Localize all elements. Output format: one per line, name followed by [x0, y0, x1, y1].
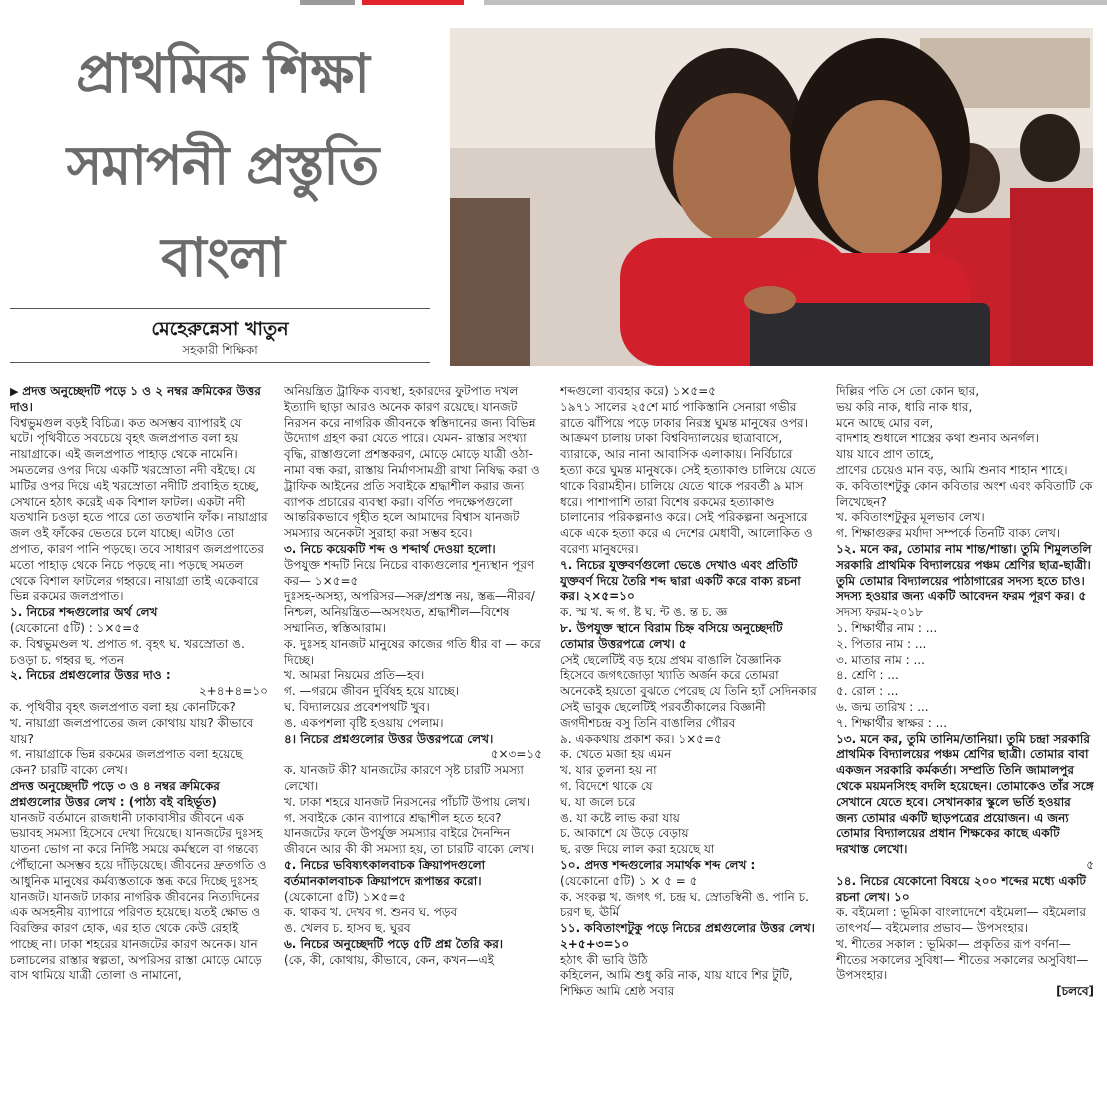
byline-rule-bottom	[10, 362, 430, 363]
q2-b: খ. নায়াগ্রা জলপ্রপাতের জল কোথায় যায়? কীভাবে যায়?	[10, 715, 254, 746]
q4-a: ক. যানজট কী? যানজটের কারণে সৃষ্ট চারটি সমস্যা লেখো।	[284, 763, 524, 793]
q7-conjuncts: ক. স্ম খ. ব্দ গ. ষ্ট ঘ. ন্ট ঙ. ন্ত চ. জ্ঞ	[560, 605, 728, 620]
q7-heading: ৭. নিচের যুক্তবর্ণগুলো ভেঙে দেখাও এবং প্রতিটি যুক্তবর্ণ দিয়ে তৈরি শব্দ দ্বারা একটি করে বাক্য রচনা কর। ২×৫=১০	[560, 557, 801, 604]
q13-marks: ৫	[1086, 857, 1094, 872]
q5-marks-line: (যেকোনো ৫টি) ১×৫=৫	[284, 889, 407, 904]
strip-segment-red	[362, 0, 464, 5]
passage-2-continued: অনিয়ন্ত্রিত ট্রাফিক ব্যবস্থা, হকারদের ফুটপাত দখল ইত্যাদি ছাড়া আরও অনেক কারণ রয়েছে। যানজট নিরসন করে নাগরিক জীবনকে স্বস্তিদানের জন্য বিভিন্ন উদ্যোগ গ্রহণ করা যেতে পারে। যেমন- রাস্তার সংখ্যা বৃদ্ধি, রাস্তাগুলো প্রশস্তকরণ, মোড়ে মোড়ে যাত্রী ওঠা-নামা বন্ধ করা, রাস্তায় নির্মাণসামগ্রী রাখা নিষিদ্ধ করা ও ট্রাফিক আইনের প্রতি সবাইকে শ্রদ্ধাশীল করার জন্য ব্যাপক প্রচারের ব্যবস্থা করা। বর্ণিত পদক্ষেপগুলো আন্তরিকভাবে গৃহীত হলে আমাদের বিশ্বাস যানজট সমস্যার অনেকটা সুরাহা করা সম্ভব হবে।	[284, 384, 540, 541]
passage-2-text: যানজট বর্তমানে রাজধানী ঢাকাবাসীর জীবনে এক ভয়াবহ সমস্যা হিসেবে দেখা দিয়েছে। যানজটের দুঃসহ যাতনা ভোগ না করে নির্দিষ্ট সময়ে কর্মস্থলে বা গন্তব্যে পৌঁছানো অসম্ভব হয়ে দাঁড়িয়েছে। জীবনের দ্রুতগতি ও আধুনিক মানুষের কর্মব্যস্ততাকে স্তব্ধ করে দিচ্ছে দুঃসহ যানজট। যানজট ঢাকার নাগরিক জীবনের নিত্যদিনের এক অসহনীয় ব্যাপারে পরিণত হয়েছে। যতই ক্ষোভ ও বিরক্তির কারণ হোক, এর হাত থেকে কেউ রেহাই পাচ্ছে না। ঢাকা শহরের যানজটের কারণ অনেক। যান চলাচলের রাস্তার স্বল্পতা, অপরিসর রাস্তা মোড়ে মোড়ে বাস থামিয়ে যাত্রী তোলা ও নামানো,	[10, 810, 267, 983]
poem-line-1: হঠাৎ কী ভাবি উঠি	[560, 952, 648, 967]
strip-segment-gray	[300, 0, 355, 5]
strip-segment-lightgray	[484, 0, 1107, 5]
q3-a: ক. দুঃসহ যানজট মানুষের কাজের গতি ধীর বা — করে দিচ্ছে।	[284, 636, 541, 667]
passage-2-instruction: প্রদত্ত অনুচ্ছেদটি পড়ে ৩ ও ৪ নম্বর ক্রমিকের প্রশ্নগুলোর উত্তর লেখ : (পাঠ্য বই বহির্ভূত)	[10, 778, 220, 809]
essay-topic-b: খ. শীতের সকাল : ভূমিকা— প্রকৃতির রূপ বর্ণনা— শীতের সকালের সুবিধা— শীতের সকালের অসুবিধা— উপসংহার।	[836, 936, 1089, 983]
q9-a: ক. খেতে মজা হয় এমন	[560, 747, 672, 762]
q10-heading: ১০. প্রদত্ত শব্দগুলোর সমার্থক শব্দ লেখ :	[560, 857, 756, 872]
author-name: মেহেরুন্নেসা খাতুন	[151, 318, 289, 340]
q2-a: ক. পৃথিবীর বৃহৎ জলপ্রপাত বলা হয় কোনটিকে?	[10, 699, 236, 714]
q12-heading: ১২. মনে কর, তোমার নাম শান্ত/শান্তা। তুমি শিমুলতলি সরকারি প্রাথমিক বিদ্যালয়ের পঞ্চম শ্রেণির ছাত্র-ছাত্রী। তুমি তোমার বিদ্যালয়ের পাঠাগারের সদস্য হতে চাও। সদস্য হওয়ার জন্য একটি আবেদন ফরম পূরণ কর। ৫	[836, 541, 1092, 604]
q5-heading: ৫. নিচের ভবিষ্যৎকালবাচক ক্রিয়াপদগুলো বর্তমানকালবাচক ক্রিয়াপদে রূপান্তর করো।	[284, 857, 486, 888]
q11-c: গ. শিক্ষাগুরুর মর্যাদা সম্পর্কে তিনটি বাক্য লেখ।	[836, 526, 1061, 541]
headline	[10, 28, 435, 304]
q6-heading: ৬. নিচের অনুচ্ছেদটি পড়ে ৫টি প্রশ্ন তৈরি কর।	[284, 936, 504, 951]
continued-label: [চলবে]	[1056, 984, 1094, 999]
author-designation: সহকারী শিক্ষিকা	[182, 343, 258, 357]
q10-marks-line: (যেকোনো ৫টি) ১ × ৫ = ৫	[560, 873, 698, 888]
q9-e: ঙ. যা কষ্টে লাভ করা যায়	[560, 810, 680, 825]
q10-words: ক. সংকল্প খ. জগৎ গ. চন্দ্র ঘ. স্রোতস্বিনী ঙ. পানি চ. চরণ ছ. ঊর্মি	[560, 889, 809, 920]
q4-b: খ. ঢাকা শহরে যানজট নিরসনের পাঁচটি উপায় লেখ।	[284, 794, 531, 809]
form-field-father-name: ২. পিতার নাম : ...	[836, 636, 927, 651]
students-with-tablet-photo	[450, 28, 1093, 366]
essay-topic-a: ক. বইমেলা : ভূমিকা বাংলাদেশে বইমেলা— বইমেলার তাৎপর্য— বইমেলার প্রভাব— উপসংহার।	[836, 905, 1086, 936]
poem-line-3: শিক্ষিত আমি শ্রেষ্ঠ সবার	[560, 984, 675, 999]
form-field-student-name: ১. শিক্ষার্থীর নাম : ...	[836, 620, 938, 635]
byline-rule-top	[10, 308, 430, 309]
q3-d: ঘ. বিদ্যালয়ের প্রবেশপথটি খুব।	[284, 699, 430, 714]
text-column-2	[284, 384, 542, 1106]
poem-line-4: দিল্লির পতি সে তো কোন ছার,	[836, 384, 980, 398]
q3-b: খ. আমরা নিয়মের প্রতি—হব।	[284, 668, 425, 683]
q11-heading: ১১. কবিতাংশটুকু পড়ে নিচের প্রশ্নগুলোর উত্তর লেখ। ২+৫+৩=১০	[560, 921, 815, 951]
membership-form-title: সদস্য ফরম-২০১৮	[836, 605, 923, 620]
q3-heading: ৩. নিচে কয়েকটি শব্দ ও শব্দার্থ দেওয়া হলো।	[284, 541, 496, 556]
q8-passage: সেই ছেলেটিই বড় হয়ে প্রথম বাঙালি বৈজ্ঞানিক হিসেবে জগৎজোড়া খ্যাতি অর্জন করে তোমরা অনেকেই হয়তো বুঝতে পেরেছ যে তিনি হ্যাঁ সেদিনকার সেই ভাবুক ছেলেটিই পরবর্তীকালের বিজ্ঞানী জগদীশচন্দ্র বসু তিনি বাঙালির গৌরব	[560, 652, 817, 730]
arrow-bullet-icon: ▶	[10, 385, 23, 398]
q11-a: ক. কবিতাংশটুকু কোন কবিতার অংশ এবং কবিতাটি কে লিখেছেন?	[836, 478, 1093, 509]
q14-heading: ১৪. নিচের যেকোনো বিষয়ে ২০০ শব্দের মধ্যে একটি রচনা লেখ। ১০	[836, 873, 1086, 904]
poem-line-6: মনে আছে মোর বল,	[836, 415, 934, 430]
headline-line-3: বাংলা	[161, 226, 284, 289]
q2-heading: ২. নিচের প্রশ্নগুলোর উত্তর দাও :	[10, 668, 171, 683]
q6-instruction: (কে, কী, কোথায়, কীভাবে, কেন, কখন—এই	[284, 952, 494, 967]
q9-c: গ. বিদেশে থাকে যে	[560, 778, 653, 793]
q2-marks: ২+৪+৪=১০	[198, 684, 268, 699]
text-column-3	[560, 384, 818, 1106]
poem-line-9: প্রাণের চেয়েও মান বড়, আমি শুনাব শাহান শাহে।	[836, 462, 1068, 477]
q9-d: ঘ. যা জলে চরে	[560, 794, 636, 809]
q3-word-meanings: দুঃসহ-অসহ্য, অপরিসর—সরু/প্রশস্ত নয়, স্তব্ধ—নীরব/নিশ্চল, অনিয়ন্ত্রিত—অসংযত, শ্রদ্ধাশীল—বিশেষ সম্মানিত, স্বস্তিআরাম।	[284, 589, 535, 635]
form-field-class: ৪. শ্রেণি : ...	[836, 668, 899, 683]
poem-line-8: যায় যাবে প্রাণ তাহে,	[836, 447, 934, 462]
passage-1-text: বিশ্বভুমগুল বড়ই বিচিত্র। কত অসম্ভব ব্যাপারই যে ঘটে। পৃথিবীতে সবচেয়ে বৃহৎ জলপ্রপাত বলা হয় নায়াগ্রাকে। এই জলপ্রপাত পাহাড় থেকে নামেনি। সমতলের ওপর দিয়ে একটি খরস্রোতা নদী বইছে। যে মাটির ওপর দিয়ে এই খরস্রোতা নদীটি প্রবাহিত হচ্ছে, সেখানে হঠাৎ করেই এক বিশাল ফাটল। একটা নদী যতখানি চওড়া হতে পারে তো ততখানি ফাঁক। নায়াগ্রার জল ওই ফাঁকের ভেতরে চলে যাচ্ছে। এটাও তো প্রপাত, কারণ পানি পড়ছে। তবে সাধারণ জলপ্রপাতের মতো পাহাড় থেকে নিচে পড়ছে না। পড়ছে সমতল থেকে বিশাল ফাটলের গহ্বরে। নায়াগ্রা তাই একেবারে ভিন্ন রকমের জলপ্রপাত।	[10, 415, 268, 604]
poem-line-7: বাদশাহ শুধালে শাস্ত্রের কথা শুনাব অনর্গল।	[836, 431, 1039, 446]
q1-words: ক. বিশ্বভুমণ্ডল খ. প্রপাত গ. বৃহৎ ঘ. খরস্রোতা ঙ. চওড়া চ. গহ্বর ছ. পতন	[10, 636, 245, 667]
q1-marks-line: (যেকোনো ৫টি) : ১×৫=৫	[10, 620, 141, 635]
form-field-birth-date: ৬. জন্ম তারিখ : ...	[836, 699, 929, 714]
q8-heading: ৮. উপযুক্ত স্থানে বিরাম চিহ্ন বসিয়ে অনুচ্ছেদটি তোমার উত্তরপত্রে লেখ। ৫	[560, 620, 783, 651]
passage-3-text: ১৯৭১ সালের ২৫শে মার্চ পাকিস্তানি সেনারা গভীর রাতে ঝাঁপিয়ে পড়ে ঢাকার নিরস্ত্র ঘুমন্ত মানুষের ওপর। আক্রমণ চালায় ঢাকা বিশ্ববিদ্যালয়ের ছাত্রাবাসে, ব্যারাকে, আর নানা আবাসিক এলাকায়। নির্বিচারে হত্যা করে ঘুমন্ত মানুষকে। সেই হত্যাকাণ্ড চালিয়ে যেতে থাকে বিরামহীন। চালিয়ে যেতে থাকে পরবর্তী ৯ মাস ধরে। পাশাপাশি তারা বিশেষ রকমের হত্যাকাণ্ড চালানোর পরিকল্পনাও করে। সেই পরিকল্পনা অনুসারে একে একে হত্যা করে এ দেশের মেধাবী, আলোকিত ও বরেণ্য মানুষদের।	[560, 399, 816, 556]
q3-e: ঙ. একপশলা বৃষ্টি হওয়ায় পেলাম।	[284, 715, 444, 730]
q13-heading: ১৩. মনে কর, তুমি তানিম/তানিয়া। তুমি চন্দ্রা সরকারি প্রাথমিক বিদ্যালয়ের পঞ্চম শ্রেণির ছাত্রী। তোমার বাবা একজন সরকারি কর্মকর্তা। সম্প্রতি তিনি জামালপুর থেকে ময়মনসিংহ বদলি হয়েছেন। তোমাকেও তাঁর সঙ্গে সেখানে যেতে হবে। সেখানকার স্কুলে ভর্তি হওয়ার জন্য তোমার একটি ছাড়পত্রের প্রয়োজন। এ জন্য তোমার বিদ্যালয়ের প্রধান শিক্ষকের কাছে একটি দরখাস্ত লেখো।	[836, 731, 1094, 857]
q4-c: গ. সবাইকে কোন ব্যাপারে শ্রদ্ধাশীল হতে হবে? যানজটের ফলে উপর্যুক্ত সমস্যার বাইরে দৈনন্দিন জীবনে আর কী কী সমস্যা হয়, তা চারটি বাক্যে লেখ।	[284, 810, 534, 857]
q2-c: গ. নায়াগ্রাকে ভিন্ন রকমের জলপ্রপাত বলা হয়েছে কেন? চারটি বাক্যে লেখ।	[10, 747, 243, 778]
text-column-4	[836, 384, 1094, 1106]
q3-instruction: উপযুক্ত শব্দটি নিয়ে নিচের বাক্যগুলোর শূন্যস্থান পূরণ কর— ১×৫=৫	[284, 557, 535, 588]
form-field-roll: ৫. রোল : ...	[836, 684, 899, 699]
headline-line-2: সমাপনী প্রস্তুতি	[66, 134, 379, 197]
q4-marks: ৫×৩=১৫	[490, 747, 542, 762]
text-column-1	[10, 384, 268, 1106]
q9-heading: ৯. এককথায় প্রকাশ কর। ১×৫=৫	[560, 731, 722, 746]
form-field-mother-name: ৩. মাতার নাম : ...	[836, 652, 925, 667]
passage-1-instruction-text: প্রদত্ত অনুচ্ছেদটি পড়ে ১ ও ২ নম্বর ক্রমিকের উত্তর দাও।	[10, 384, 261, 414]
poem-line-5: ভয় করি নাক, ধারি নাক ধার,	[836, 399, 973, 414]
q1-heading: ১. নিচের শব্দগুলোর অর্থ লেখ	[10, 605, 158, 620]
q4-heading: ৪। নিচের প্রশ্নগুলোর উত্তর উত্তরপত্রে লেখ।	[284, 731, 494, 746]
passage-1-instruction	[10, 384, 268, 416]
headline-line-1: প্রাথমিক শিক্ষা	[76, 42, 369, 105]
q11-b: খ. কবিতাংশটুকুর মূলভাব লেখ।	[836, 510, 985, 525]
q6-instruction-continued: শব্দগুলো ব্যবহার করে) ১×৫=৫	[560, 384, 717, 398]
q5-words-2: ঙ. খেলব চ. হাসব ছ. ঘুরব	[284, 921, 411, 936]
q9-g: ছ. রক্ত দিয়ে লাল করা হয়েছে যা	[560, 842, 715, 857]
top-color-strip	[0, 0, 1107, 6]
q5-words-1: ক. থাকব খ. দেখব গ. শুনব ঘ. পড়ব	[284, 905, 458, 920]
form-field-signature: ৭. শিক্ষার্থীর স্বাক্ষর : ...	[836, 715, 948, 730]
q3-c: গ. —গরমে জীবন দুর্বিষহ হয়ে যাচ্ছে।	[284, 684, 460, 699]
poem-line-2: কহিলেন, আমি শুধু করি নাক, যায় যাবে শির টুটি,	[560, 968, 793, 983]
q9-f: চ. আকাশে যে উড়ে বেড়ায়	[560, 826, 689, 841]
q9-b: খ. যার তুলনা হয় না	[560, 763, 657, 778]
